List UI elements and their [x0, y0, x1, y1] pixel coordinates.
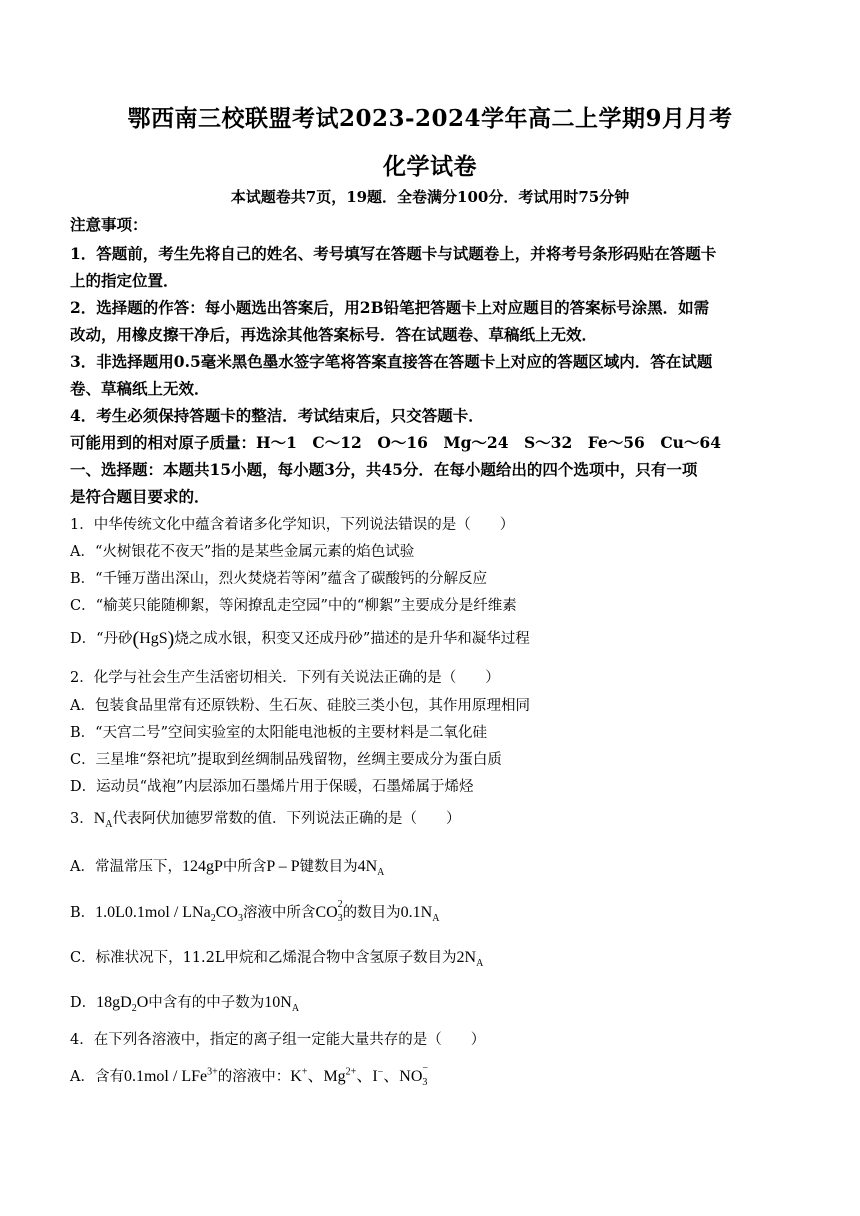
- note-1b: 上的指定位置．: [70, 271, 179, 290]
- q3-option-a: A．常温常压下，124gP中所含P – P键数目为$4N_A$: [70, 858, 385, 879]
- q2-option-b: B．“天宫二号”空间实验室的太阳能电池板的主要材料是二氧化硅: [70, 725, 487, 741]
- q2-option-c: C．三星堆“祭祀坑”提取到丝绸制品残留物，丝绸主要成分为蛋白质: [70, 752, 502, 768]
- q1-option-d: [70, 627, 794, 651]
- q1-d-post: 烧之成水银，积变又还成丹砂”描述的是升华和凝华过程: [174, 631, 530, 647]
- q1-d-pre: D．“丹砂: [70, 631, 133, 647]
- section1-line2: 是符合题目要求的．: [70, 487, 210, 506]
- q4-option-a: A．含有0.1mol / LFe$^{3+}$的溶液中：K+、$Mg^{2+}$、I−、NO $_{- 3}$: [70, 1063, 429, 1089]
- q1-option-c: C．“榆荚只能随柳絮，等闲撩乱走空园”中的“柳絮”主要成分是纤维素: [70, 598, 517, 614]
- note-1a: 1．答题前，考生先将自己的姓名、考号填写在答题卡与试题卷上，并将考号条形码贴在答题卡: [70, 244, 717, 263]
- q4-stem: 4．在下列各溶液中，指定的离子组一定能大量共存的是（ ）: [70, 1032, 486, 1048]
- q2-option-d: D．运动员“战袍”内层添加石墨烯片用于保暖，石墨烯属于烯烃: [70, 779, 474, 795]
- note-4: 4．考生必须保持答题卡的整洁．考试结束后，只交答题卡．: [70, 406, 484, 425]
- exam-title: 鄂西南三校联盟考试2023-2024学年高二上学期9月月考: [127, 105, 733, 132]
- exam-info: 本试题卷共7页，19题．全卷满分100分．考试用时75分钟: [230, 188, 630, 206]
- q1-d-formula: (HgS): [132, 628, 175, 650]
- q1-stem: 1．中华传统文化中蕴含着诸多化学知识，下列说法错误的是（ ）: [70, 517, 515, 533]
- q1-option-a: A．“火树银花不夜天”指的是某些金属元素的焰色试验: [70, 544, 415, 560]
- q3-option-b: B．$1.0L0.1mol / LNa_2CO_3$溶液中所含CO $_{2 3}$的数目为$0.1N_A$: [70, 899, 440, 925]
- notes-heading: 注意事项：: [70, 215, 148, 234]
- note-3b: 卷、草稿纸上无效．: [70, 379, 210, 398]
- note-2b: 改动，用橡皮擦干净后，再选涂其他答案标号．答在试题卷、草稿纸上无效．: [70, 325, 598, 344]
- atomic-masses: 可能用到的相对原子质量：H～1 C～12 O～16 Mg～24 S～32 Fe～56 Cu～64: [70, 433, 722, 452]
- exam-subject: 化学试卷: [383, 153, 477, 180]
- q2-stem: 2．化学与社会生产生活密切相关．下列有关说法正确的是（ ）: [70, 670, 500, 686]
- note-3a: 3．非选择题用0.5毫米黑色墨水签字笔将答案直接答在答题卡上对应的答题区域内．答在试题: [70, 352, 713, 371]
- q3-option-c: C．标准状况下，11.2L甲烷和乙烯混合物中含氢原子数目为$2N_A$: [70, 949, 484, 970]
- note-2a: 2．选择题的作答：每小题选出答案后，用2B铅笔把答题卡上对应题目的答案标号涂黑．如需: [70, 298, 710, 317]
- section1-line1: 一、选择题：本题共15小题，每小题3分，共45分．在每小题给出的四个选项中，只有一项: [70, 460, 698, 479]
- q3-option-d: D．$18gD_2O$中含有的中子数为$10N_A$: [70, 994, 300, 1015]
- q1-option-b: B．“千锤万凿出深山，烈火焚烧若等闲”蕴含了碳酸钙的分解反应: [70, 571, 487, 587]
- q3-stem: 3．$N_A$代表阿伏加德罗常数的值．下列说法正确的是（ ）: [70, 810, 461, 831]
- q2-option-a: A．包装食品里常有还原铁粉、生石灰、硅胶三类小包，其作用原理相同: [70, 698, 530, 714]
